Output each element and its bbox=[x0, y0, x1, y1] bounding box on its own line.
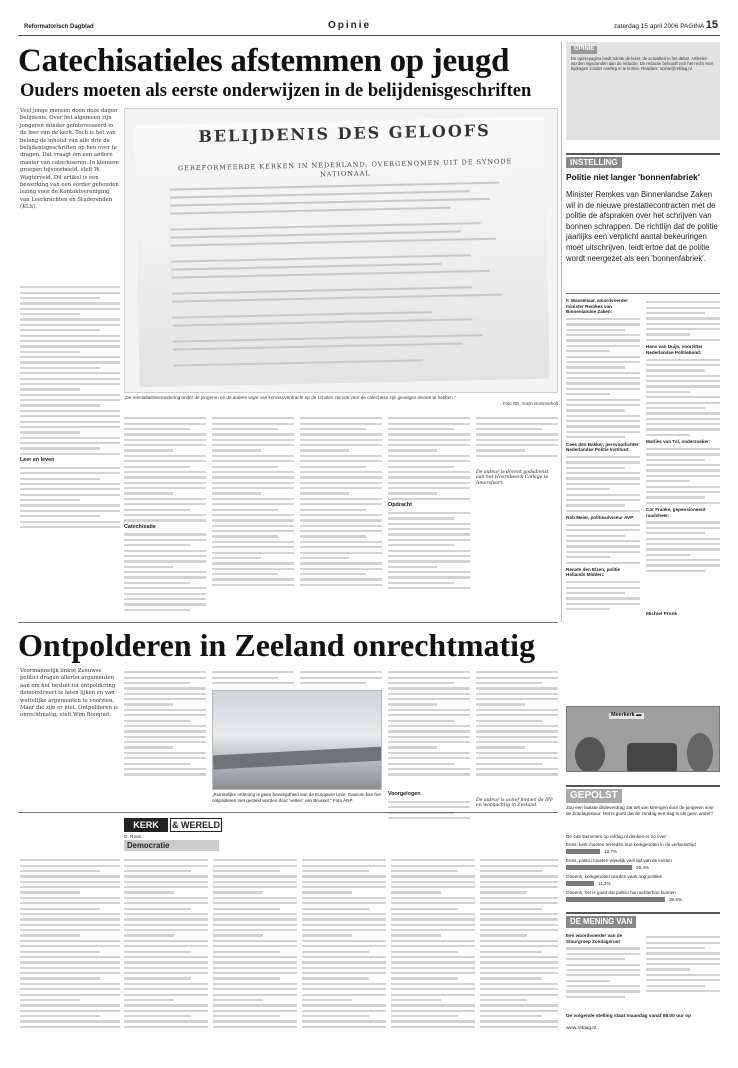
photo-heading: BELIJDENIS DES GELOOFS bbox=[198, 120, 491, 146]
gepolst-tag: GEPOLST bbox=[566, 789, 622, 803]
article2-title: Ontpolderen in Zeeland onrechtmatig bbox=[18, 627, 536, 663]
section-name: Opinie bbox=[328, 20, 372, 31]
photo-document bbox=[134, 117, 549, 388]
photo-dike bbox=[213, 747, 382, 770]
stelling-signature: Michiel Pronk bbox=[646, 612, 678, 617]
gepolst-header bbox=[566, 785, 720, 803]
article1-intro: Veel jonge mensen doen deze dagen belijdenis. Over het algemeen zijn jongeren minder geïnteresseerd in de leer van de kerk. Toch is het van belang de inhoud van alle drie de belijdenisgeschriften op hen over te dragen. Dat vraagt om een andere manier van catechiseren. In kleinere groepen bijvoorbeeld, stelt W. Wagterveld. Dit artikel is een bewerking van een eerder gehouden lezing voor de Kontaktvereniging van Leerkrachten en Studerenden (KLS). bbox=[20, 108, 119, 211]
opinie-info-text: De opiniepagina biedt ruimte de lezer, de actualiteit in het debat. Artikelen worden ingezonden aan de redactie. De redactie behoudt zich het recht voor bijdragen zonder overleg in te korten. Reacties: opinie@refdag.nl bbox=[571, 55, 714, 72]
article2-caption-text: „Ruimtelijke ordening is geen bevoegdheid van de Europese Unie. Daarom kan het ontpolderen niet gesteld worden door 'vetten' van Brussel." bbox=[212, 792, 381, 803]
masthead bbox=[18, 19, 720, 36]
mening-column-2 bbox=[646, 933, 720, 995]
stelling-title: Politie niet langer 'bonnenfabriek' bbox=[566, 172, 700, 182]
article2-column-3 bbox=[212, 668, 294, 687]
subhead-opdracht: Opdracht bbox=[388, 502, 412, 509]
article3-column-5 bbox=[391, 856, 475, 1031]
stelling-responses-column-2 bbox=[646, 298, 720, 575]
poll-bar bbox=[566, 865, 632, 870]
article1-subtitle: Ouders moeten als eerste onderwijzen in de belijdenisgeschriften bbox=[20, 81, 532, 101]
article1-title: Catechisatieles afstemmen op jeugd bbox=[18, 43, 510, 79]
gepolst-question: Zou een laatste dirdeverdrag dat telt van strengen door de jongeren voor de Zondagsstuur. Het is goed dat de zondag een dag is als geen ander? bbox=[566, 805, 714, 816]
article3-column-4 bbox=[302, 856, 386, 1031]
article2-column-5 bbox=[388, 668, 470, 779]
response-van-tol: Marlies van Tol, onderzoeker: bbox=[646, 439, 711, 445]
article1-photo bbox=[124, 108, 558, 393]
kicker-kerk: KERK bbox=[124, 818, 168, 832]
article3-column-3 bbox=[213, 856, 297, 1031]
article2-caption bbox=[212, 792, 382, 803]
article2-column-4 bbox=[300, 668, 382, 687]
subhead-voorgelogen: Voorgelogen bbox=[388, 791, 421, 797]
page-number: 15 bbox=[705, 19, 718, 31]
article2-voorgelogen bbox=[388, 790, 470, 822]
mening-footer: De volgende stelling staat maandag vanaf 08.00 uur op bbox=[566, 1014, 692, 1019]
poll-option-label: Eens, politici moeten wijselijk veel tijd van de kosten bbox=[566, 858, 672, 863]
mening-header bbox=[566, 912, 720, 928]
opinie-info-box bbox=[566, 42, 720, 140]
response-van-duijn: Hans van Duijn, voorzitter Nederlandse Politiebond: bbox=[646, 344, 703, 355]
response-den-bakker: Cees den Bakker, persvoorlichter Nederlandse Politie Instituut: bbox=[566, 441, 639, 453]
instelling-tag: INSTELLING bbox=[566, 157, 622, 168]
article1-caption: „De mentaliteitsverandering onder de jongeren en de andere wijze van kennisoverdracht op de scholen zal ook voor de catechese zijn gevolgen dienen te hebben." bbox=[124, 395, 456, 400]
mening-heading: Een woordvoerder van de Stuurgroep Zondagsrust bbox=[566, 933, 623, 944]
poll-option-label: Oneens, het is goed dat politici hun achterban kunnen bbox=[566, 890, 676, 895]
stelling-responses-column-1 bbox=[566, 298, 640, 614]
response-wassenaar: F. Wassenaar, woordvoerder minister Remkes van Binnenlandse Zaken: bbox=[566, 298, 628, 315]
article1-author-note: De auteur is docent godsdienst aan het Hoornbeeck College te Amersfoort. bbox=[476, 470, 549, 486]
article2-column-6 bbox=[476, 668, 558, 779]
poll-option-label: Eens, kerk moeten tevreden hun kerkgenoten in de verkiesstrijd bbox=[566, 842, 696, 847]
poll-bar bbox=[566, 881, 594, 886]
article3-column-6 bbox=[480, 856, 558, 1031]
stelling-text: Minister Remkes van Binnenlandse Zaken wil in de nieuwe prestatiecontracten met de politie de afspraken over het schrijven van bonnen schrappen. De richtlijn dat de politie jaarlijks een verplicht aantal bekeuringen moet uitschrijven, leidt ertoe dat de politie wordt neergezet als een 'bonnenfabriek'. bbox=[566, 190, 718, 263]
mening-url-link[interactable]: www.refdag.nl. bbox=[566, 1026, 598, 1031]
poll-value: 11,2% bbox=[598, 881, 611, 886]
article1-column-2 bbox=[124, 414, 206, 614]
article1-column-5 bbox=[388, 414, 470, 593]
article3-column-1 bbox=[20, 856, 120, 1031]
mening-column-1 bbox=[566, 933, 640, 1001]
publication-name: Reformatorisch Dagblad bbox=[24, 24, 94, 30]
kicker-wereld: & WERELD bbox=[172, 820, 220, 830]
article1-column-1 bbox=[20, 283, 120, 531]
poll-bar bbox=[566, 897, 665, 902]
cartoon-label: Meerkerk ▬ bbox=[611, 712, 642, 718]
photo-subheading: GEREFORMEERDE KERKEN IN NEDERLAND, OVERGENOMEN UIT DE SYNODE NATIONAAL bbox=[177, 157, 513, 179]
subhead-leer-en-leven: Leer en leven bbox=[20, 457, 55, 464]
poll-value: 26,4% bbox=[636, 865, 650, 870]
article2-photo bbox=[212, 690, 382, 790]
article1-column-3 bbox=[212, 414, 294, 589]
opinie-tag: OPINIE bbox=[571, 46, 597, 54]
response-franke: Cor Franke, gepensioneerd raadsheer: bbox=[646, 507, 706, 518]
response-den-elzen: Renate den Elzen, politie Hollands Midden: bbox=[566, 566, 621, 578]
cartoon-photo bbox=[566, 706, 720, 772]
article2-intro: Voormannelijk linkse Zeeuwse politici dragen allerlei argumenten aan om het besluit tot ontpoldering demonstreert te laten lijken en van wettelijke argumenten te voorzien. Maar die zijn er niet. Ontpolderen is onrechtmatig, stelt Wim Bouquet. bbox=[20, 668, 119, 719]
poll-bar bbox=[566, 849, 600, 854]
article2-photo-credit: Foto ANP bbox=[332, 797, 353, 803]
article3-section-bar: Democratie bbox=[124, 840, 219, 851]
subhead-catechisatie: Catechisatie bbox=[124, 523, 156, 530]
article2-column-2 bbox=[124, 668, 206, 779]
poll-option-label: Oneens, kerkgenoten worden vaak nog politiek bbox=[566, 874, 662, 879]
response-meier: Rob Meier, politieadviseur AVP: bbox=[566, 515, 635, 521]
article1-column-4 bbox=[300, 414, 382, 589]
gepolst-lead: De 445 stemmers op refdag.nl denken er zo over: bbox=[566, 834, 668, 839]
mening-tag: DE MENING VAN bbox=[566, 916, 636, 928]
article3-author: G. Roos bbox=[124, 834, 141, 839]
date: zaterdag 15 april 2006 bbox=[613, 23, 679, 30]
poll-value: 39,6% bbox=[669, 897, 683, 902]
kicker-wereld-text: WERELD bbox=[181, 820, 220, 830]
poll-value: 13,7% bbox=[604, 849, 618, 854]
article3-column-2 bbox=[124, 856, 208, 1031]
article2-author-note: De auteur is actief binnen de IPF en woonachtig in Zeeland. bbox=[476, 798, 554, 809]
kerk-wereld-kicker bbox=[124, 818, 220, 842]
page-info bbox=[613, 19, 718, 31]
article1-column-6 bbox=[476, 414, 558, 460]
instelling-header bbox=[566, 153, 720, 168]
page-label: PAGINA bbox=[680, 23, 704, 30]
article1-photo-credit: Foto RD, Anton Dommerholt bbox=[502, 401, 558, 406]
